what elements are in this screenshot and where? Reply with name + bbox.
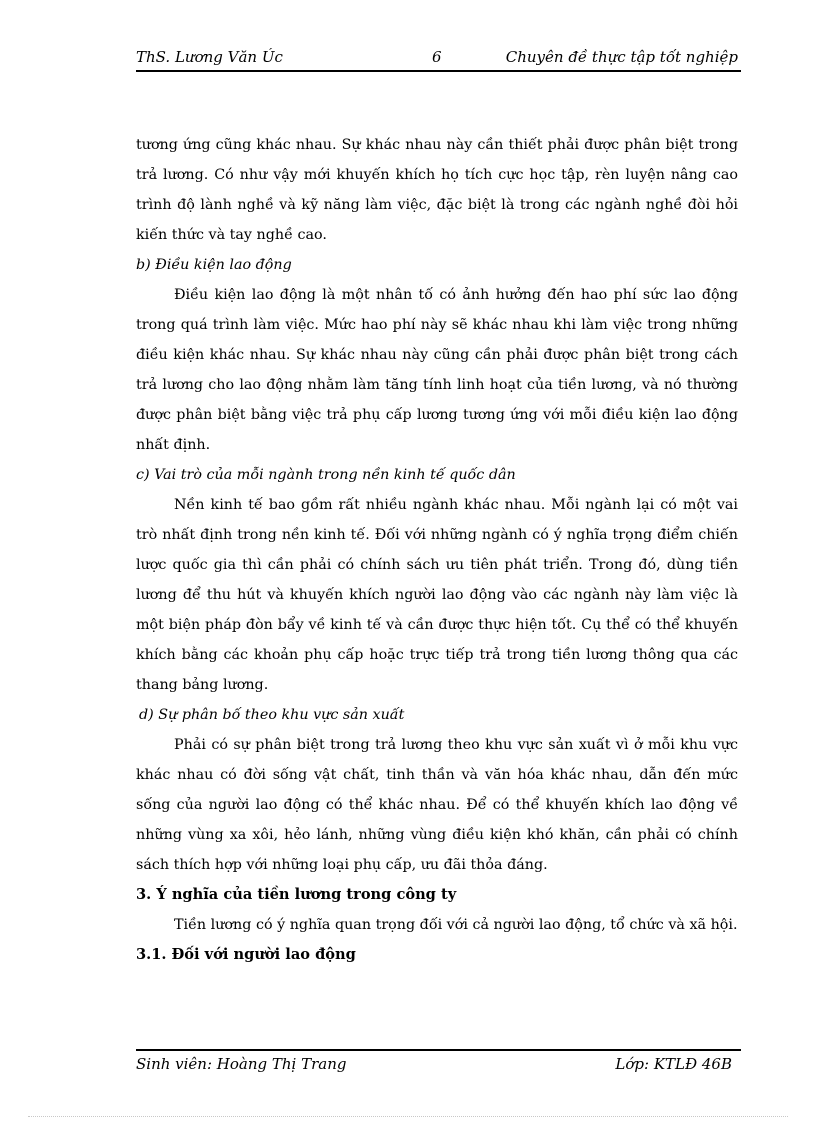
section-heading-3: 3. Ý nghĩa của tiền lương trong công ty — [136, 886, 457, 903]
subheading-b: b) Điều kiện lao động — [136, 257, 292, 273]
subheading-d: d) Sự phân bố theo khu vực sản xuất — [139, 707, 405, 723]
subheading-c: c) Vai trò của mỗi ngành trong nền kinh tế quốc dân — [136, 467, 516, 483]
paragraph-industry-role: Nền kinh tế bao gồm rất nhiều ngành khác nhau. Mỗi ngành lại có một vai trò nhất định trong nền kinh tế. Đối với những ngành có ý nghĩa trọng điểm chiến lược quốc gia thì cần phải có chính sách ưu tiên phát triển. Trong đó, dùng tiền lương để thu hút và khuyến khích người lao động vào các ngành này làm việc là một biện pháp đòn bẩy về kinh tế và cần được thực hiện tốt. Cụ thể có thể khuyến khích bằng các khoản phụ cấp hoặc trực tiếp trả trong tiền lương thông qua các thang bảng lương. — [136, 497, 738, 693]
header-divider — [136, 70, 741, 72]
footer-student: Sinh viên: Hoàng Thị Trang — [136, 1055, 347, 1073]
footer-class: Lớp: KTLĐ 46B — [615, 1055, 732, 1073]
footer-divider — [136, 1049, 741, 1051]
paragraph-significance: Tiền lương có ý nghĩa quan trọng đối với cả người lao động, tổ chức và xã hội. — [174, 917, 738, 933]
header-page-number: 6 — [432, 48, 442, 66]
paragraph-working-conditions: Điều kiện lao động là một nhân tố có ảnh hưởng đến hao phí sức lao động trong quá trình làm việc. Mức hao phí này sẽ khác nhau khi làm việc trong những điều kiện khác nhau. Sự khác nhau này cũng cần phải được phân biệt trong cách trả lương cho lao động nhằm làm tăng tính linh hoạt của tiền lương, và nó thường được phân biệt bằng việc trả phụ cấp lương tương ứng với mỗi điều kiện lao động nhất định. — [136, 287, 738, 453]
paragraph-regional-distribution: Phải có sự phân biệt trong trả lương theo khu vực sản xuất vì ở mỗi khu vực khác nhau có đời sống vật chất, tinh thần và văn hóa khác nhau, dẫn đến mức sống của người lao động có thể khác nhau. Để có thể khuyến khích lao động về những vùng xa xôi, hẻo lánh, những vùng điều kiện khó khăn, cần phải có chính sách thích hợp với những loại phụ cấp, ưu đãi thỏa đáng. — [136, 737, 738, 873]
header-author: ThS. Lương Văn Úc — [136, 48, 283, 66]
header-title: Chuyên đề thực tập tốt nghiệp — [505, 48, 738, 66]
document-body — [136, 130, 738, 970]
page-footer — [136, 1055, 740, 1077]
page-bottom-edge — [28, 1116, 788, 1117]
page-header — [136, 48, 740, 70]
section-heading-3-1: 3.1. Đối với người lao động — [136, 946, 356, 963]
paragraph-continuation: tương ứng cũng khác nhau. Sự khác nhau này cần thiết phải được phân biệt trong trả lương. Có như vậy mới khuyến khích họ tích cực học tập, rèn luyện nâng cao trình độ lành nghề và kỹ năng làm việc, đặc biệt là trong các ngành nghề đòi hỏi kiến thức và tay nghề cao. — [136, 137, 738, 243]
